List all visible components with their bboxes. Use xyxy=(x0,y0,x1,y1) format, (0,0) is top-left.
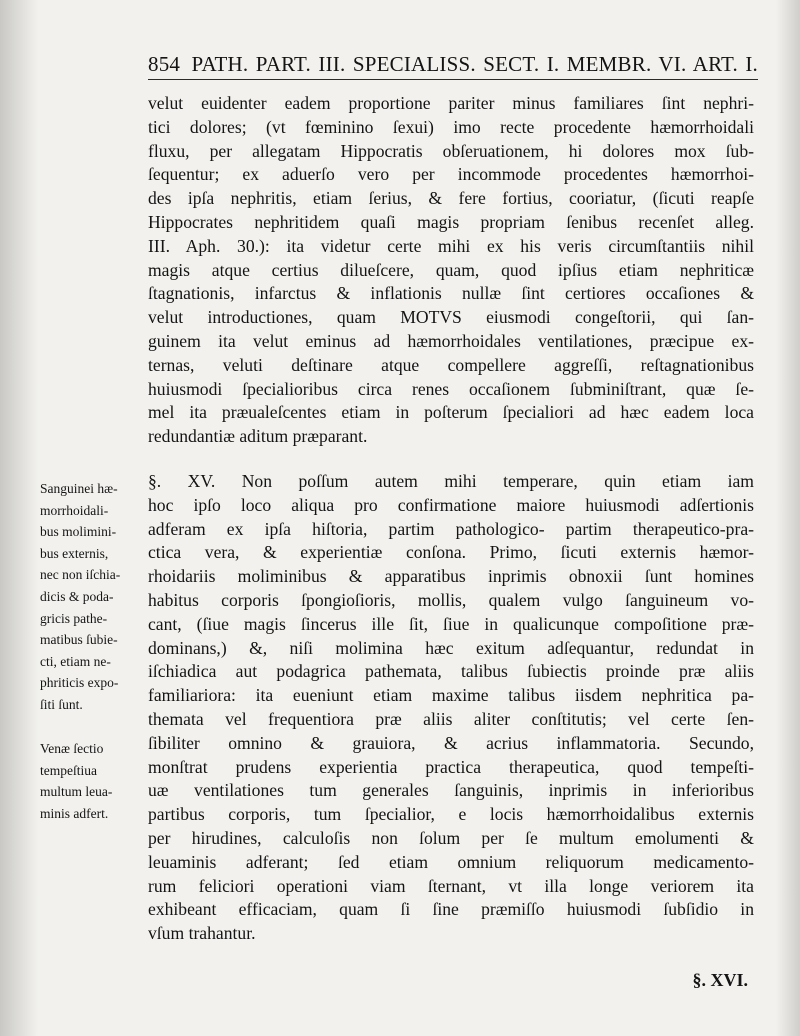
text-line: dominans,) &, niſi molimina hæc exitum adſequantur, redundat in xyxy=(148,637,754,658)
running-head-title: PATH. PART. III. SPECIALISS. SECT. I. MEMBR. VI. ART. I. xyxy=(191,52,758,76)
text-line: partibus corporis, tum ſpecialior, e locis hæmorrhoidalibus externis xyxy=(148,804,754,825)
margin-note-line: gricis pathe- xyxy=(40,610,108,626)
text-line: ſtagnationis, infarctus & inflationis nullæ ſint certiores occaſiones & xyxy=(148,283,754,304)
text-line: rhoidariis moliminibus & apparatibus inprimis obnoxii ſunt homines xyxy=(148,566,754,587)
text-line: rum feliciori operationi viam ſternant, vt illa longe veriorem ita xyxy=(148,875,754,896)
text-line: ternas, veluti deſtinare atque compellere aggreſſi, reſtagnationibus xyxy=(148,354,754,375)
margin-note-venae-sectio xyxy=(40,738,152,824)
text-line: velut introductiones, quam MOTVS eiusmodi congeſtorii, qui ſan- xyxy=(148,307,754,328)
text-line: uæ ventilationes tum generales ſanguinis, inprimis in inferioribus xyxy=(148,780,754,801)
page-number: 854 xyxy=(148,52,181,76)
gutter-shadow-left xyxy=(0,0,38,1036)
margin-note-line: phriticis expo- xyxy=(40,675,119,691)
text-line: fluxu, per allegatam Hippocratis obſeruationem, hi dolores mox ſub- xyxy=(148,140,754,161)
text-line: III. Aph. 30.): ita videtur certe mihi ex his veris circumſtantiis nihil xyxy=(148,235,754,256)
body-paragraph-1 xyxy=(148,92,754,449)
text-line: iſchiadica aut podagrica pathemata, talibus ſubiectis proinde præ aliis xyxy=(148,661,754,682)
margin-note-line: tempeſtiua xyxy=(40,762,97,778)
text-line: exhibeant efficaciam, quam ſi ſine præmiſſo huiusmodi ſubſidio in xyxy=(148,899,754,920)
text-line: cant, (ſiue magis ſincerus ille ſit, ſiue in qualicunque compoſitione præ- xyxy=(148,613,754,634)
text-line: guinem ita velut eminus ad hæmorrhoidales ventilationes, præcipue ex- xyxy=(148,330,754,351)
text-line: hoc ipſo loco aliqua pro confirmatione maiore huiusmodi adſertionis xyxy=(148,494,754,515)
margin-note-line: multum leua- xyxy=(40,784,113,800)
text-line: habitus corporis ſpongioſioris, mollis, qualem vulgo ſanguineum vo- xyxy=(148,589,754,610)
text-line: Hippocrates nephritidem quaſi magis propriam ſenibus recenſet alleg. xyxy=(148,211,754,232)
text-line: ſibiliter omnino & grauiora, & acrius inflammatoria. Secundo, xyxy=(148,732,754,753)
margin-note-line: matibus ſubie- xyxy=(40,632,118,648)
text-line: huiusmodi ſpecialioribus circa renes occaſionem ſubminiſtrant, quæ ſe- xyxy=(148,378,754,399)
section-heading-line: §. XV. Non poſſum autem mihi temperare, quin etiam iam xyxy=(148,471,754,491)
margin-note-line: bus externis, xyxy=(40,545,109,561)
margin-note-line: morrhoidali- xyxy=(40,502,109,518)
text-line: magis atque certius dilueſcere, quam, quod ipſius etiam nephriticæ xyxy=(148,259,754,280)
page-edge-shadow-right xyxy=(776,0,800,1036)
margin-note-line: nec non iſchia- xyxy=(40,567,121,583)
body-paragraph-2 xyxy=(148,470,754,946)
margin-note-line: Venæ ſectio xyxy=(40,741,104,756)
catchword: §. XVI. xyxy=(692,970,748,990)
text-line: monſtrat prudens experientia practica therapeutica, quod tempeſti- xyxy=(148,756,754,777)
running-head xyxy=(148,52,758,80)
text-line: vſum trahantur. xyxy=(148,923,256,944)
text-line: ſequentur; ex aduerſo vero per incommode procedentes hæmorrhoi- xyxy=(148,164,754,185)
text-line: des ipſa nephritis, etiam ſerius, & fere fortius, cooriatur, (ſicuti reapſe xyxy=(148,188,754,209)
text-line: velut euidenter eadem proportione pariter minus familiares ſint nephri- xyxy=(148,93,754,113)
text-line: mel ita præualeſcentes etiam in poſterum ſpecialiori ad hæc eadem loca xyxy=(148,402,754,423)
margin-note-line: minis adfert. xyxy=(40,805,109,821)
margin-note-line: ſiti ſunt. xyxy=(40,696,83,712)
text-line: themata vel frequentiora præ aliis aliter conſtitutis; vel certe ſen- xyxy=(148,708,754,729)
margin-note-line: Sanguinei hæ- xyxy=(40,481,118,496)
margin-note-line: bus molimini- xyxy=(40,524,117,540)
text-line: tici dolores; (vt fœminino ſexui) imo recte procedente hæmorrhoidali xyxy=(148,116,754,137)
text-line: adferam ex ipſa hiſtoria, partim pathologico- partim therapeutico-pra- xyxy=(148,518,754,539)
margin-note-line: cti, etiam ne- xyxy=(40,653,111,669)
text-line: per hirudines, calculoſis non ſolum per ſe multum emolumenti & xyxy=(148,827,754,848)
text-line: redundantiæ aditum præparant. xyxy=(148,426,368,447)
margin-note-sanguinei xyxy=(40,478,152,716)
text-line: familiariora: ita eueniunt etiam maxime talibus iisdem nephritica pa- xyxy=(148,685,754,706)
text-line: leuaminis adferant; ſed etiam omnium reliquorum medicamento- xyxy=(148,851,754,872)
text-line: ctica vera, & experientiæ conſona. Primo, ſicuti externis hæmor- xyxy=(148,542,754,563)
margin-note-line: dicis & poda- xyxy=(40,588,114,604)
